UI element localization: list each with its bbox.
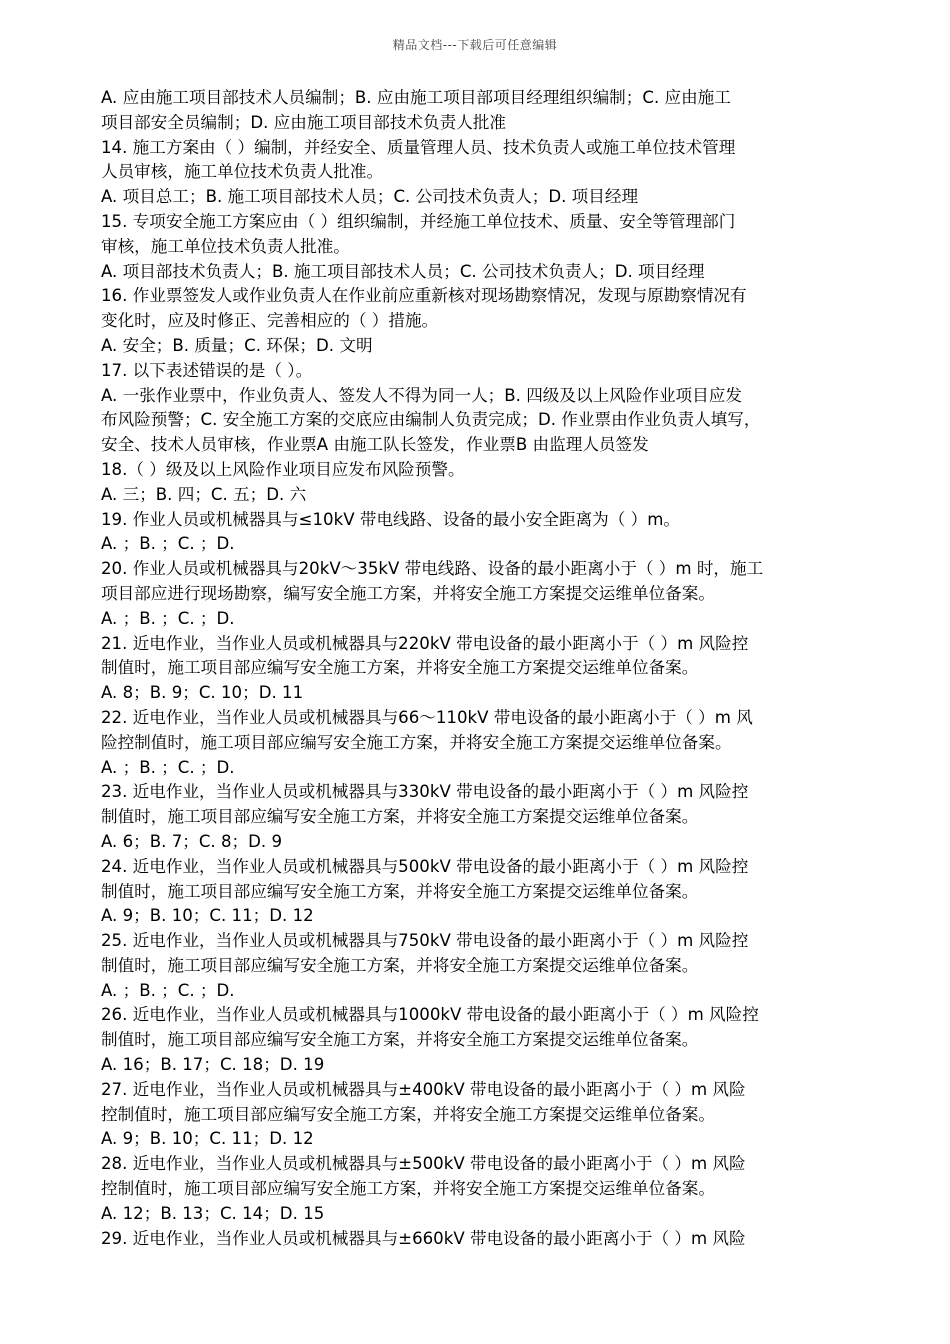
text-line: 安全、技术人员审核，作业票A 由施工队长签发，作业票B 由监理人员签发	[101, 435, 649, 455]
text-line: A. 项目总工；B. 施工项目部技术人员；C. 公司技术负责人；D. 项目经理	[101, 187, 639, 207]
text-line: 16. 作业票签发人或作业负责人在作业前应重新核对现场勘察情况，发现与原勘察情况有	[101, 286, 747, 306]
text-line: 25. 近电作业，当作业人员或机械器具与750kV 带电设备的最小距离小于（ ）m 风险控	[101, 931, 749, 951]
text-line: A. ；B. ；C. ；D.	[101, 534, 235, 554]
text-line: 项目部安全员编制；D. 应由施工项目部技术负责人批准	[101, 112, 506, 132]
text-line: 23. 近电作业，当作业人员或机械器具与330kV 带电设备的最小距离小于（ ）m 风险控	[101, 782, 749, 802]
text-line: 控制值时，施工项目部应编写安全施工方案，并将安全施工方案提交运维单位备案。	[101, 1104, 715, 1124]
text-line: 21. 近电作业，当作业人员或机械器具与220kV 带电设备的最小距离小于（ ）m 风险控	[101, 633, 749, 653]
text-line: A. 12；B. 13；C. 14；D. 15	[101, 1203, 325, 1223]
document-body	[101, 86, 853, 1251]
text-line: A. 9；B. 10；C. 11；D. 12	[101, 1129, 314, 1149]
text-line: 制值时，施工项目部应编写安全施工方案，并将安全施工方案提交运维单位备案。	[101, 955, 699, 975]
text-line: 14. 施工方案由（ ）编制，并经安全、质量管理人员、技术负责人或施工单位技术管理	[101, 137, 736, 157]
text-line: A. 6；B. 7；C. 8；D. 9	[101, 831, 283, 851]
text-line: A. 9；B. 10；C. 11；D. 12	[101, 906, 314, 926]
text-line: 人员审核，施工单位技术负责人批准。	[101, 162, 384, 182]
text-line: 26. 近电作业，当作业人员或机械器具与1000kV 带电设备的最小距离小于（ ）m 风险控	[101, 1005, 759, 1025]
text-line: A. 应由施工项目部技术人员编制；B. 应由施工项目部项目经理组织编制；C. 应由施工	[101, 88, 731, 107]
text-line: 29. 近电作业，当作业人员或机械器具与±660kV 带电设备的最小距离小于（ ）m 风险	[101, 1228, 746, 1248]
text-line: A. ；B. ；C. ；D.	[101, 980, 235, 1000]
text-line: A. 项目部技术负责人；B. 施工项目部技术人员；C. 公司技术负责人；D. 项目经理	[101, 261, 705, 281]
text-line: 15. 专项安全施工方案应由（ ）组织编制，并经施工单位技术、质量、安全等管理部门	[101, 211, 736, 231]
text-line: 20. 作业人员或机械器具与20kV～35kV 带电线路、设备的最小距离小于（ ）m 时，施工	[101, 559, 764, 579]
page-header: 精品文档---下载后可任意编辑	[392, 38, 558, 52]
text-line: A. 安全；B. 质量；C. 环保；D. 文明	[101, 335, 373, 355]
text-line: 24. 近电作业，当作业人员或机械器具与500kV 带电设备的最小距离小于（ ）m 风险控	[101, 856, 749, 876]
text-line: 控制值时，施工项目部应编写安全施工方案，并将安全施工方案提交运维单位备案。	[101, 1179, 715, 1199]
text-line: A. 一张作业票中，作业负责人、签发人不得为同一人；B. 四级及以上风险作业项目应发	[101, 385, 742, 405]
text-line: 变化时，应及时修正、完善相应的（ ）措施。	[101, 311, 439, 331]
text-line: 制值时，施工项目部应编写安全施工方案，并将安全施工方案提交运维单位备案。	[101, 807, 699, 827]
text-line: A. 16；B. 17；C. 18；D. 19	[101, 1055, 325, 1075]
text-line: 制值时，施工项目部应编写安全施工方案，并将安全施工方案提交运维单位备案。	[101, 1030, 699, 1050]
text-line: 审核，施工单位技术负责人批准。	[101, 236, 350, 256]
text-line: 布风险预警；C. 安全施工方案的交底应由编制人负责完成；D. 作业票由作业负责人填写，	[101, 410, 761, 430]
text-line: 28. 近电作业，当作业人员或机械器具与±500kV 带电设备的最小距离小于（ ）m 风险	[101, 1154, 746, 1174]
text-line: 19. 作业人员或机械器具与≤10kV 带电线路、设备的最小安全距离为（ ）m。	[101, 509, 680, 529]
text-line: A. 三；B. 四；C. 五；D. 六	[101, 484, 307, 504]
text-line: 22. 近电作业，当作业人员或机械器具与66～110kV 带电设备的最小距离小于（ ）m 风	[101, 707, 753, 727]
text-line: 项目部应进行现场勘察，编写安全施工方案，并将安全施工方案提交运维单位备案。	[101, 583, 715, 603]
text-line: A. ；B. ；C. ；D.	[101, 757, 235, 777]
text-line: 制值时，施工项目部应编写安全施工方案，并将安全施工方案提交运维单位备案。	[101, 881, 699, 901]
text-line: 17. 以下表述错误的是（ ）。	[101, 360, 313, 380]
text-line: A. ；B. ；C. ；D.	[101, 608, 235, 628]
text-line: 27. 近电作业，当作业人员或机械器具与±400kV 带电设备的最小距离小于（ ）m 风险	[101, 1079, 746, 1099]
text-line: A. 8；B. 9；C. 10；D. 11	[101, 683, 304, 703]
text-line: 18.（ ）级及以上风险作业项目应发布风险预警。	[101, 459, 465, 479]
text-line: 险控制值时，施工项目部应编写安全施工方案，并将安全施工方案提交运维单位备案。	[101, 732, 732, 752]
text-line: 制值时，施工项目部应编写安全施工方案，并将安全施工方案提交运维单位备案。	[101, 658, 699, 678]
